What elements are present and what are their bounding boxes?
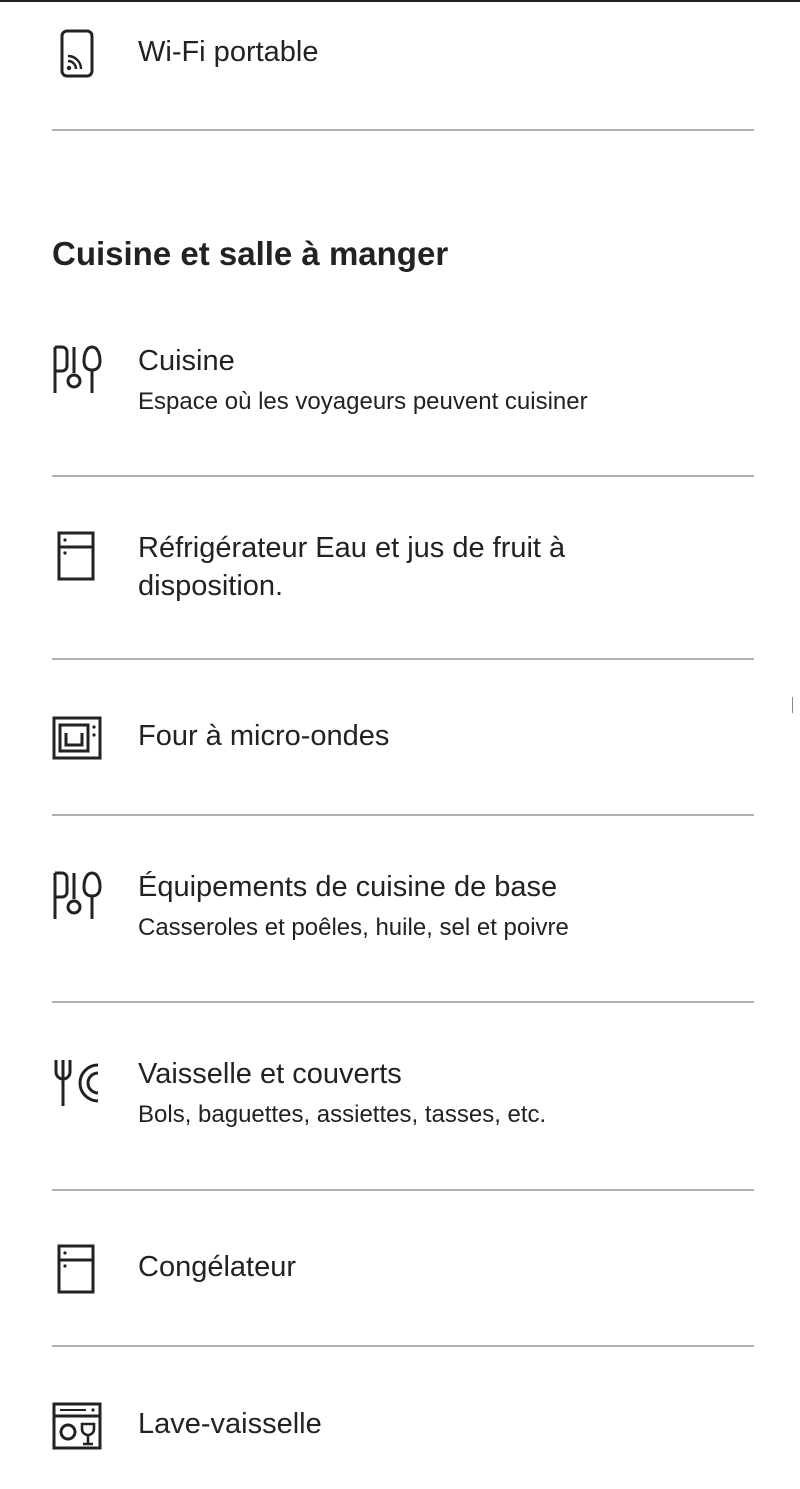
fork-plate-icon — [52, 1057, 102, 1107]
amenity-item-cooking-basics — [52, 866, 754, 956]
divider — [52, 1189, 754, 1191]
amenity-title: Lave-vaisselle — [138, 1408, 322, 1440]
amenity-subtitle: Casseroles et poêles, huile, sel et poivre — [138, 914, 569, 941]
amenity-title: Réfrigérateur Eau et jus de fruit à disposition. — [138, 532, 566, 602]
divider — [52, 1345, 754, 1347]
amenity-item-microwave — [52, 712, 754, 768]
amenity-item-refrigerator — [52, 528, 754, 618]
amenity-title: Wi-Fi portable — [138, 36, 319, 68]
dishwasher-icon — [52, 1402, 102, 1452]
divider — [52, 814, 754, 816]
refrigerator-icon — [52, 531, 102, 581]
amenity-title: Équipements de cuisine de base — [138, 871, 558, 903]
amenity-title: Vaisselle et couverts — [138, 1058, 402, 1090]
amenity-subtitle: Bols, baguettes, assiettes, tasses, etc. — [138, 1101, 547, 1128]
kitchen-utensils-icon — [52, 343, 102, 393]
amenity-title: Congélateur — [138, 1251, 296, 1283]
microwave-icon — [52, 714, 102, 764]
top-border — [0, 0, 800, 2]
amenity-title: Cuisine — [138, 345, 235, 377]
divider — [52, 475, 754, 477]
amenity-item-wifi — [52, 26, 754, 82]
divider — [52, 129, 754, 131]
freezer-icon — [52, 1244, 102, 1294]
section-heading: Cuisine et salle à manger — [52, 235, 449, 272]
scroll-indicator — [792, 697, 793, 713]
kitchen-utensils-icon — [52, 869, 102, 919]
amenity-item-kitchen — [52, 340, 754, 430]
amenity-title: Four à micro-ondes — [138, 720, 390, 752]
divider — [52, 658, 754, 660]
amenity-subtitle: Espace où les voyageurs peuvent cuisiner — [138, 388, 588, 415]
amenity-item-dishwasher — [52, 1400, 754, 1456]
amenity-item-freezer — [52, 1243, 754, 1299]
amenity-item-dishes — [52, 1054, 754, 1144]
divider — [52, 1001, 754, 1003]
portable-wifi-icon — [52, 28, 102, 78]
